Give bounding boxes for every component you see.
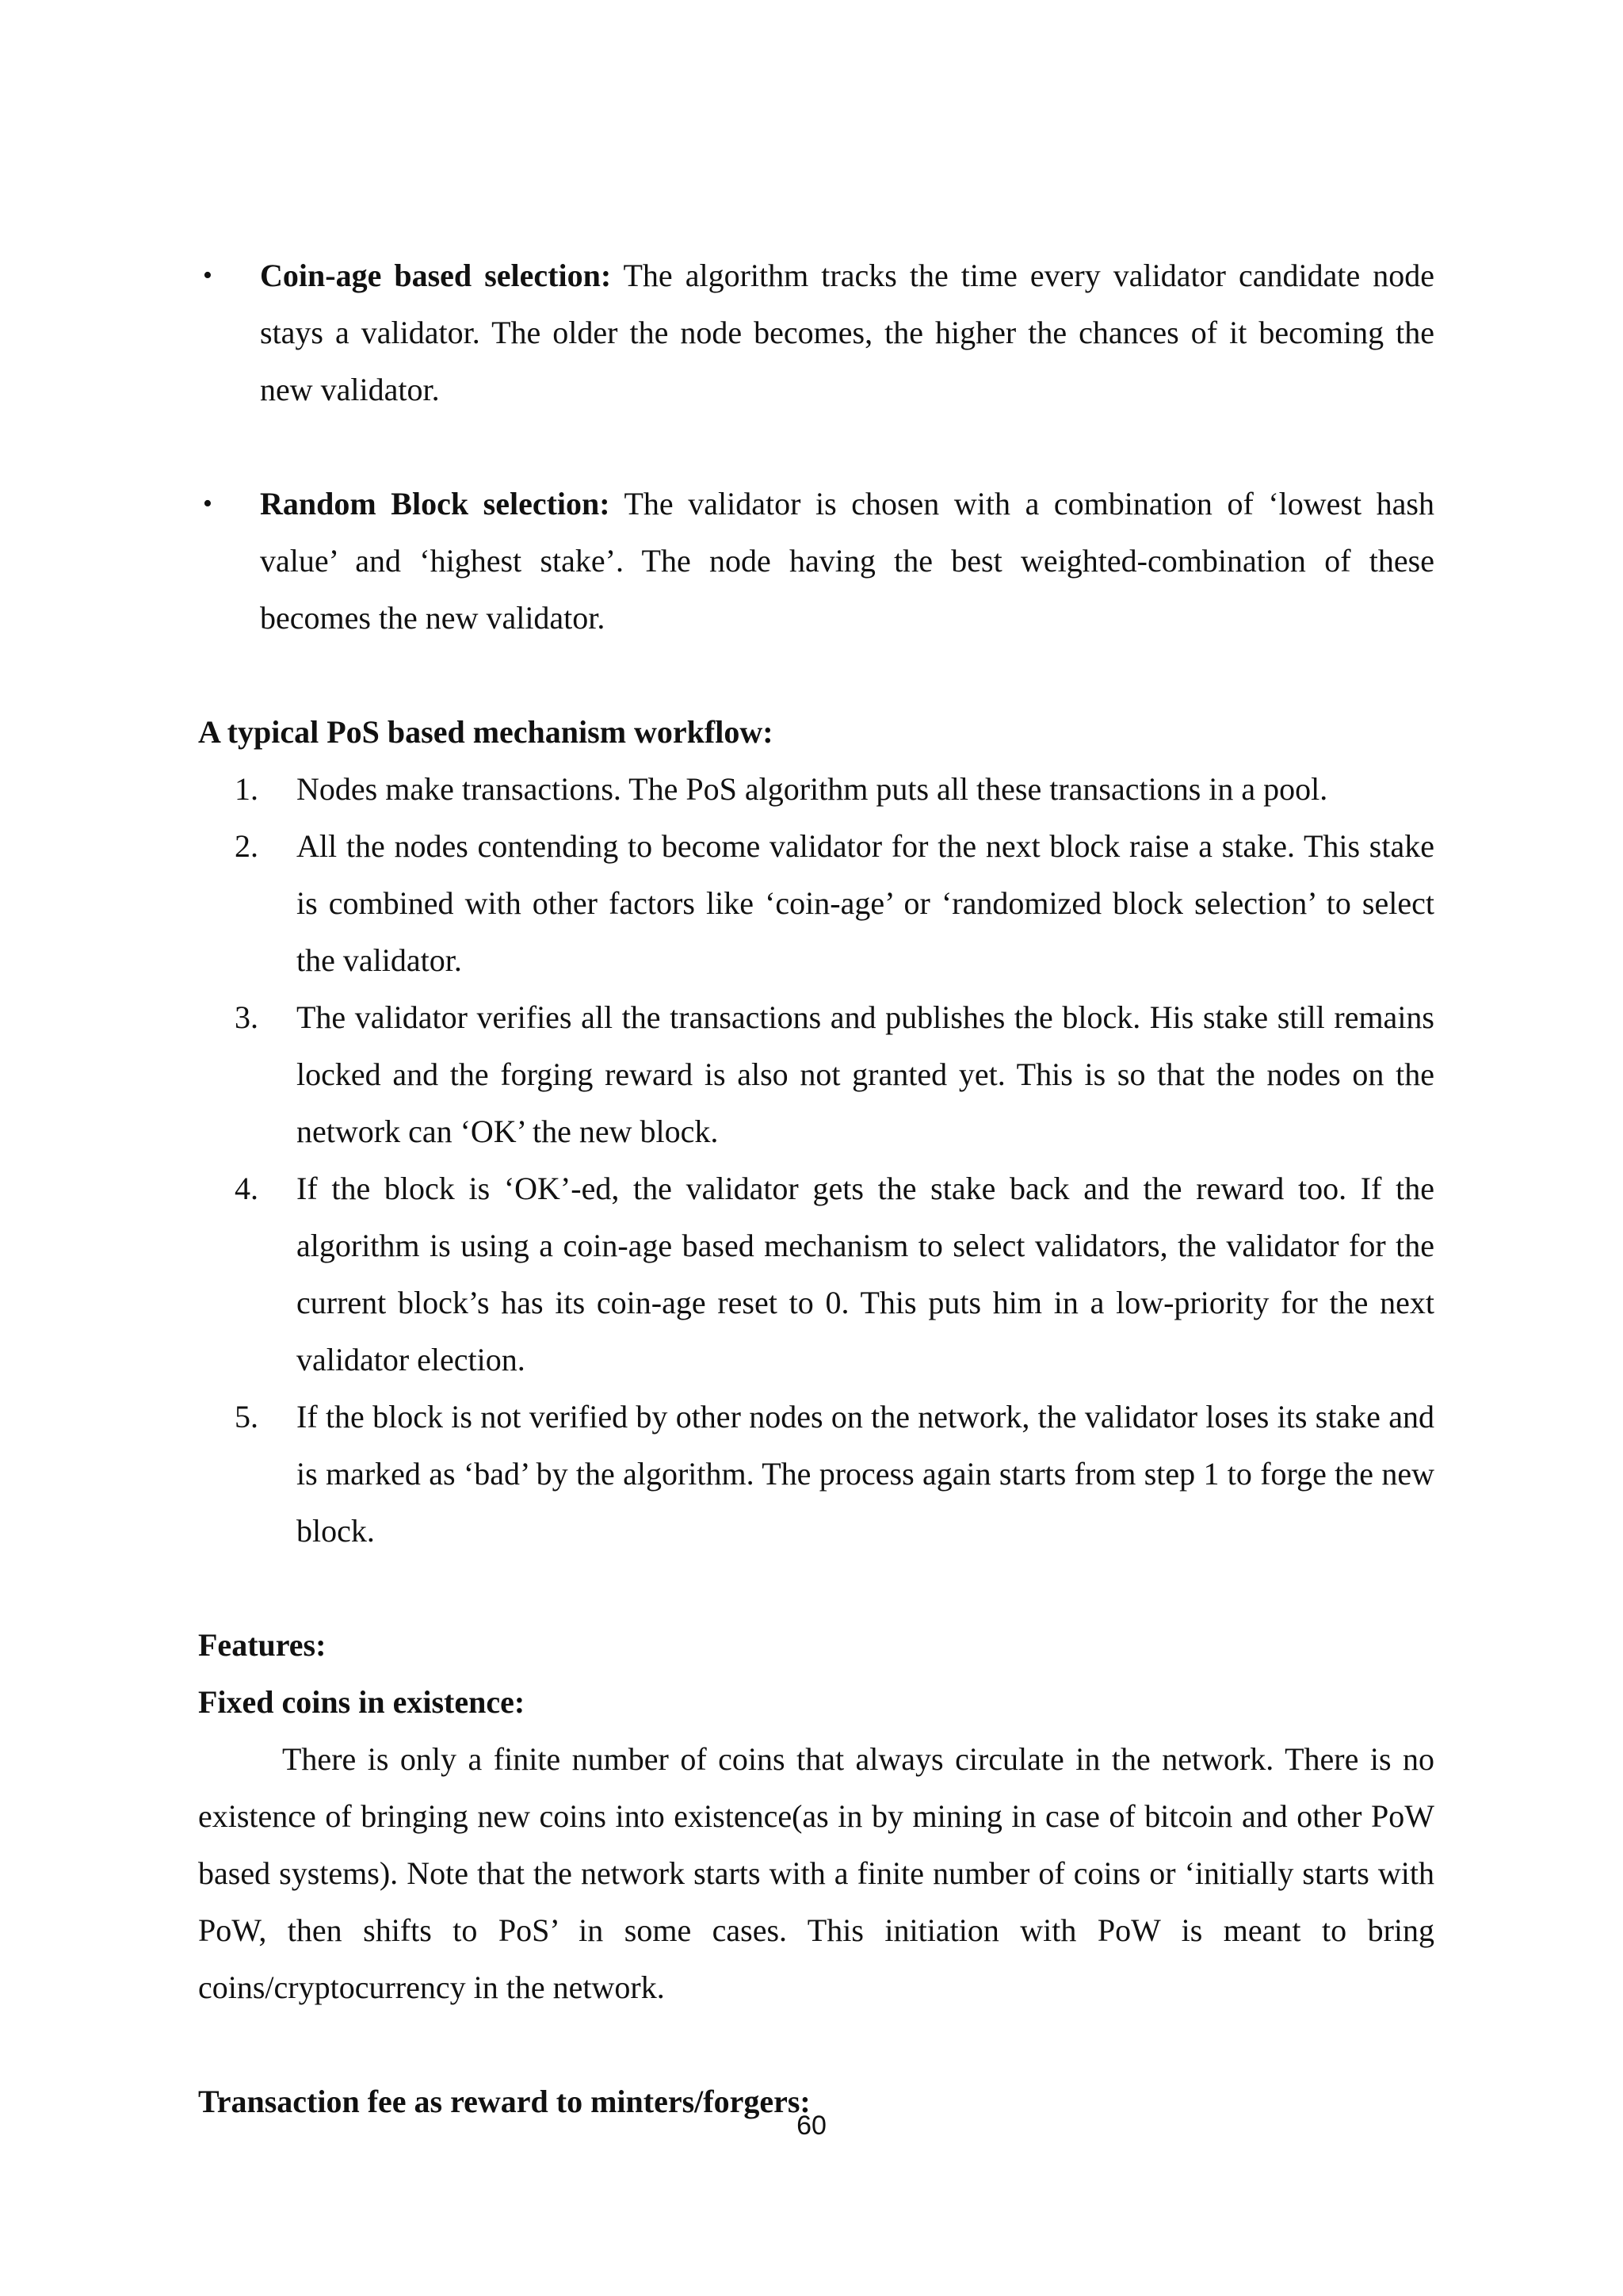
- workflow-step: [198, 989, 1434, 1160]
- step-text: Nodes make transactions. The PoS algorithm puts all these transactions in a pool.: [296, 771, 1328, 807]
- step-text: The validator verifies all the transactions and publishes the block. His stake still remains locked and the forging reward is also not granted yet. This is so that the nodes on the network can ‘OK’ the new block.: [296, 999, 1434, 1149]
- step-text: All the nodes contending to become validator for the next block raise a stake. This stake is combined with other factors like ‘coin-age’ or ‘randomized block selection’ to select the validator.: [296, 828, 1434, 978]
- fixed-coins-paragraph: There is only a finite number of coins that always circulate in the network. There is no existence of bringing new coins into existence(as in by mining in case of bitcoin and other PoW based systems). Note that the network starts with a finite number of coins or ‘initially starts with PoW, then shifts to PoS’ in some cases. This initiation with PoW is meant to bring coins/cryptocurrency in the network.: [198, 1741, 1434, 2005]
- bullet-title: Random Block selection:: [260, 486, 610, 521]
- step-text: If the block is ‘OK’-ed, the validator gets the stake back and the reward too. If the algorithm is using a coin-age based mechanism to select validators, the validator for the current block’s has its coin-age reset to 0. This puts him in a low-priority for the next validator election.: [296, 1171, 1434, 1377]
- transaction-fee-heading: Transaction fee as reward to minters/forgers:: [198, 2084, 811, 2119]
- workflow-steps: [198, 761, 1434, 1560]
- bullet-text: The algorithm tracks the time every validator candidate node stays a validator. The older the node becomes, the higher the chances of it becoming the new validator.: [260, 258, 1435, 407]
- workflow-heading: A typical PoS based mechanism workflow:: [198, 714, 773, 750]
- page-content: [198, 247, 1434, 2130]
- workflow-step: [198, 818, 1434, 989]
- step-number: 4.: [235, 1171, 258, 1206]
- fixed-coins-heading: Fixed coins in existence:: [198, 1684, 525, 1720]
- workflow-step: [198, 761, 1434, 818]
- bullet-dot-icon: •: [203, 489, 212, 518]
- step-number: 5.: [235, 1399, 258, 1435]
- workflow-step: [198, 1160, 1434, 1389]
- selection-methods-list: [198, 247, 1434, 647]
- bullet-text: The validator is chosen with a combination of ‘lowest hash value’ and ‘highest stake’. The node having the best weighted-combination of these becomes the new validator.: [260, 486, 1434, 636]
- step-text: If the block is not verified by other nodes on the network, the validator loses its stake and is marked as ‘bad’ by the algorithm. The process again starts from step 1 to forge the new block.: [296, 1399, 1434, 1549]
- step-number: 2.: [235, 828, 258, 864]
- bullet-title: Coin-age based selection:: [260, 258, 612, 293]
- step-number: 1.: [235, 771, 258, 807]
- features-heading: Features:: [198, 1627, 327, 1663]
- bullet-dot-icon: •: [203, 261, 212, 290]
- bullet-coin-age: [198, 247, 1434, 418]
- page-number: 60: [796, 2111, 827, 2141]
- bullet-random-block: [198, 476, 1434, 647]
- workflow-step: [198, 1389, 1434, 1560]
- step-number: 3.: [235, 999, 258, 1035]
